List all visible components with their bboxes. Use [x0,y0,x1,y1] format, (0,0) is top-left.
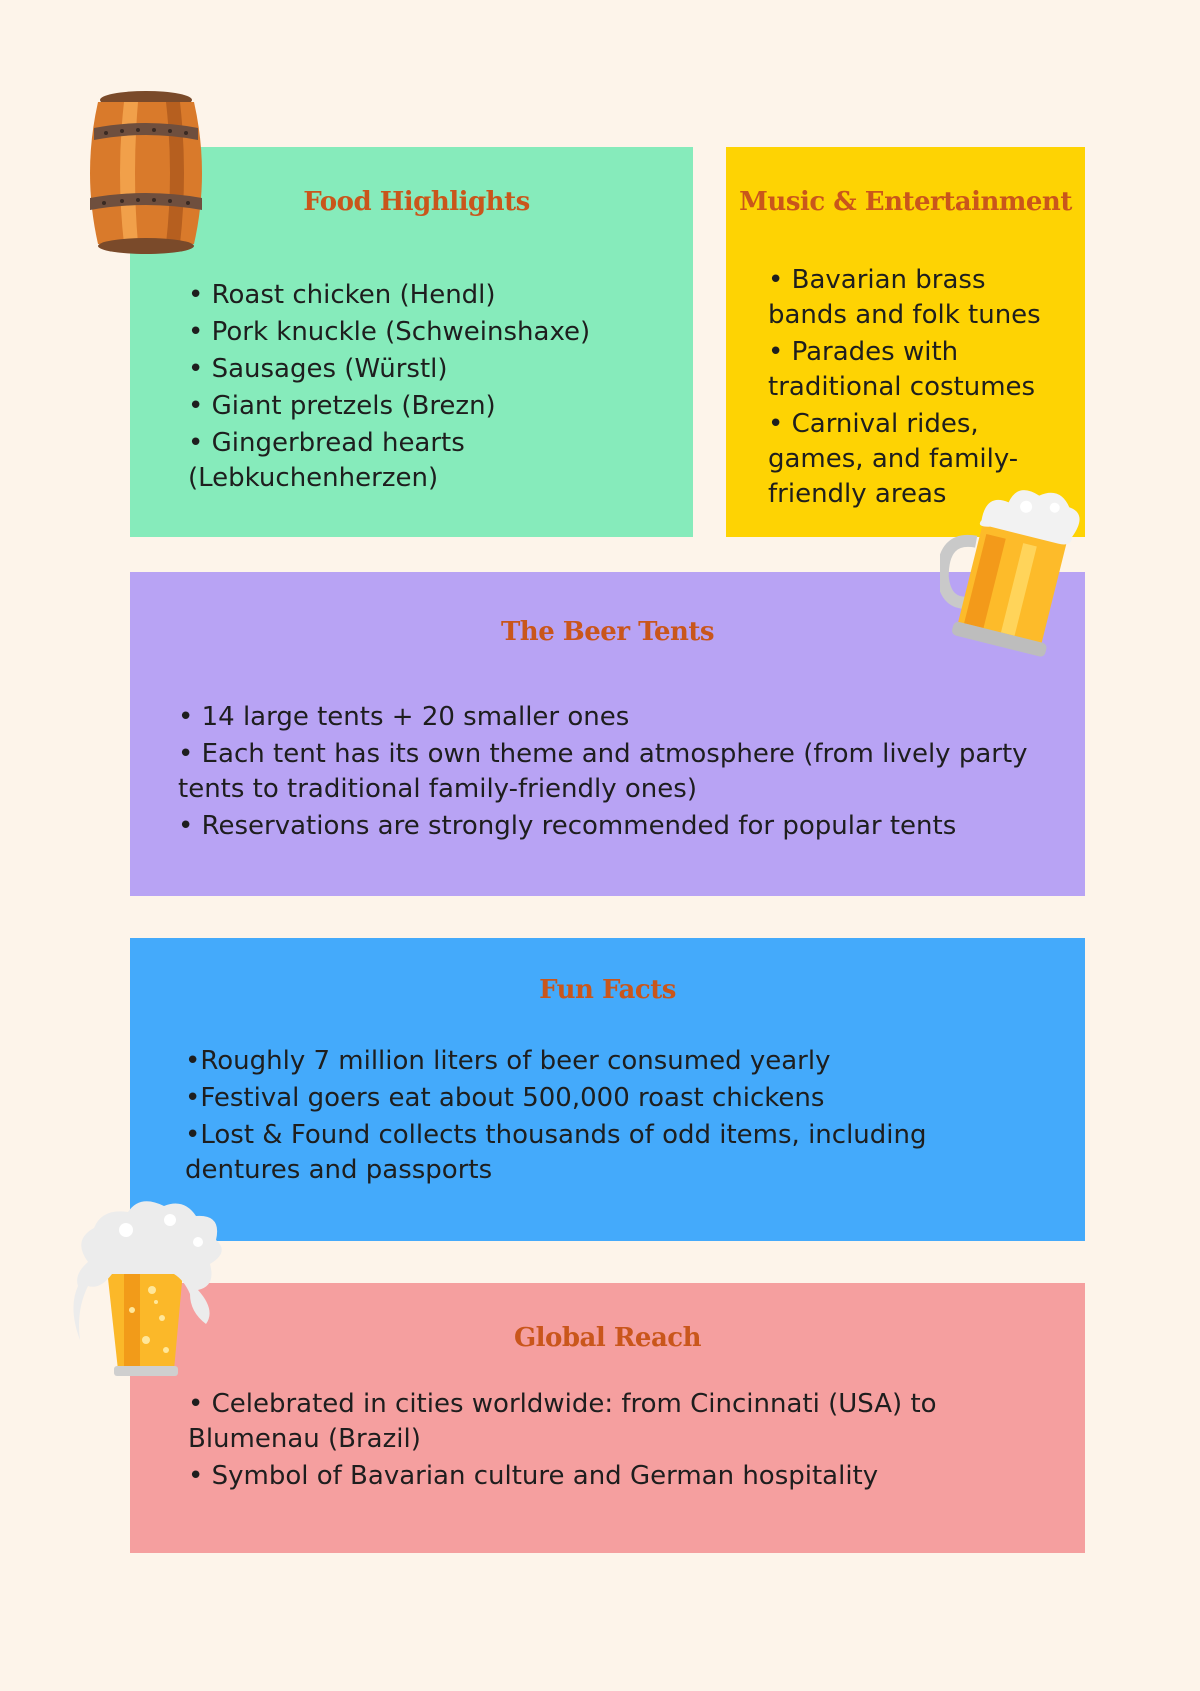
facts-item: •Roughly 7 million liters of beer consumed yearly [185,1046,831,1076]
global-item: • Symbol of Bavarian culture and German hospitality [188,1461,879,1491]
food-item: • Sausages (Würstl) [188,354,448,384]
global-item: • Celebrated in cities worldwide: from Cincinnati (USA) to Blumenau (Brazil) [188,1389,937,1454]
beer-tents-title: The Beer Tents [500,617,715,647]
foaming-beer-icon [66,1190,236,1385]
food-highlights-card [130,147,693,537]
fun-facts-title: Fun Facts [539,975,676,1005]
food-item: • Gingerbread hearts (Lebkuchenherzen) [188,428,465,493]
music-item: • Parades with traditional costumes [768,337,1036,402]
music-item: • Bavarian brass bands and folk tunes [768,265,1041,330]
tents-item: • 14 large tents + 20 smaller ones [178,702,630,732]
global-list [188,1387,948,1496]
food-item: • Giant pretzels (Brezn) [188,391,496,421]
facts-list [185,1044,1045,1190]
music-entertainment-title: Music & Entertainment [739,187,1072,217]
music-item: • Carnival rides, games, and family-friendly areas [768,409,1019,509]
food-highlights-title: Food Highlights [303,187,530,217]
facts-item: •Festival goers eat about 500,000 roast chickens [185,1083,825,1113]
beer-mug-icon [940,472,1090,672]
global-reach-card [130,1283,1085,1553]
fun-facts-card [130,938,1085,1241]
tents-item: • Each tent has its own theme and atmosphere (from lively party tents to traditional family-friendly ones) [178,739,1028,804]
facts-item: •Lost & Found collects thousands of odd items, including dentures and passports [185,1120,927,1185]
food-list [188,278,668,498]
food-item: • Pork knuckle (Schweinshaxe) [188,317,591,347]
tents-item: • Reservations are strongly recommended for popular tents [178,811,957,841]
tents-list [178,700,1058,846]
food-item: • Roast chicken (Hendl) [188,280,496,310]
barrel-icon [80,88,212,258]
global-reach-title: Global Reach [513,1323,702,1353]
